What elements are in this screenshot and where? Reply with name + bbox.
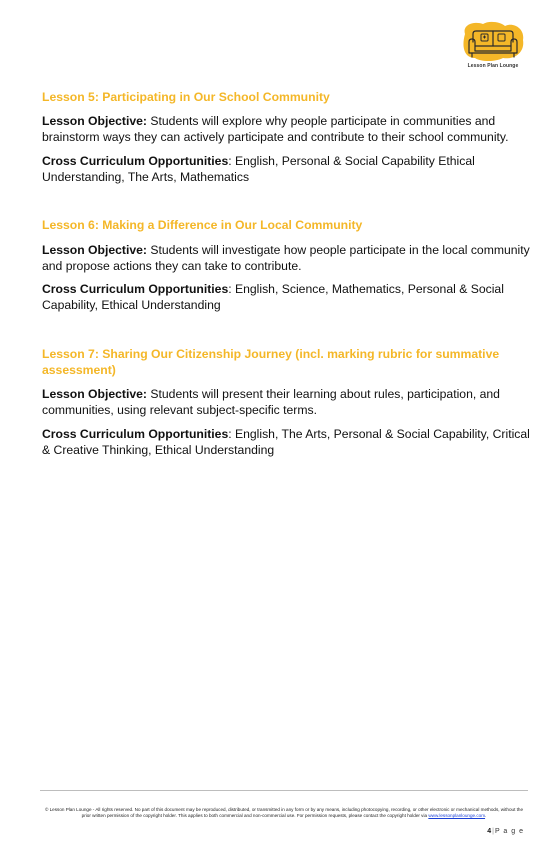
logo-text: Lesson Plan Lounge xyxy=(467,63,519,69)
lesson-objective xyxy=(42,113,530,145)
cross-text: : English, The Arts, Personal & Social Capability, Critical & Creative Thinking, Ethical Understanding xyxy=(42,427,530,457)
website-link[interactable]: www.lessonplanlounge.com xyxy=(428,813,486,819)
footer-divider xyxy=(40,790,528,791)
objective-label: Lesson Objective: xyxy=(42,387,147,401)
lesson-objective xyxy=(42,242,530,274)
footer-copyright xyxy=(44,807,524,820)
cross-text: : English, Personal & Social Capability Ethical Understanding, The Arts, Mathematics xyxy=(42,154,475,184)
objective-text: Students will investigate how people participate in the local community and propose actions they can take to contribute. xyxy=(42,243,530,273)
lesson-title: Lesson 5: Participating in Our School Community xyxy=(42,90,330,104)
cross-curriculum xyxy=(42,426,530,458)
cross-label: Cross Curriculum Opportunities xyxy=(42,427,229,441)
objective-label: Lesson Objective: xyxy=(42,243,147,257)
page-number xyxy=(487,828,524,835)
cross-curriculum xyxy=(42,153,530,185)
lesson-7 xyxy=(42,346,530,458)
objective-label: Lesson Objective: xyxy=(42,114,147,128)
cross-curriculum xyxy=(42,281,530,313)
cross-label: Cross Curriculum Opportunities xyxy=(42,154,229,168)
lesson-title: Lesson 6: Making a Difference in Our Local Community xyxy=(42,218,363,232)
page-number-value: 4 xyxy=(487,828,493,835)
sofa-logo-icon xyxy=(459,20,527,64)
lesson-title: Lesson 7: Sharing Our Citizenship Journey (incl. marking rubric for summative assessment) xyxy=(42,347,500,377)
page-separator: | xyxy=(492,828,495,835)
logo xyxy=(459,20,527,72)
link-suffix: . xyxy=(485,813,487,819)
page-label: P a g e xyxy=(494,828,524,835)
objective-text: Students will explore why people participate in communities and brainstorm ways they can actively participate and contribute to their school community. xyxy=(42,114,509,144)
objective-text: Students will present their learning about rules, participation, and communities, using relevant subject-specific terms. xyxy=(42,387,500,417)
lesson-5 xyxy=(42,89,530,185)
cross-label: Cross Curriculum Opportunities xyxy=(42,282,229,296)
copyright-text: © Lesson Plan Lounge - All rights reserved. No part of this document may be reproduced, distributed, or transmitted in any form or by any means, including photocopying, recording, or other electronic or mechanical methods, without the prior written permission of the copyright holder. This applies to both commercial and non-commercial use. For permission requests, please contact the copyright holder via xyxy=(44,807,524,819)
lesson-6 xyxy=(42,217,530,313)
lesson-objective xyxy=(42,386,530,418)
cross-text: : English, Science, Mathematics, Personal & Social Capability, Ethical Understanding xyxy=(42,282,504,312)
